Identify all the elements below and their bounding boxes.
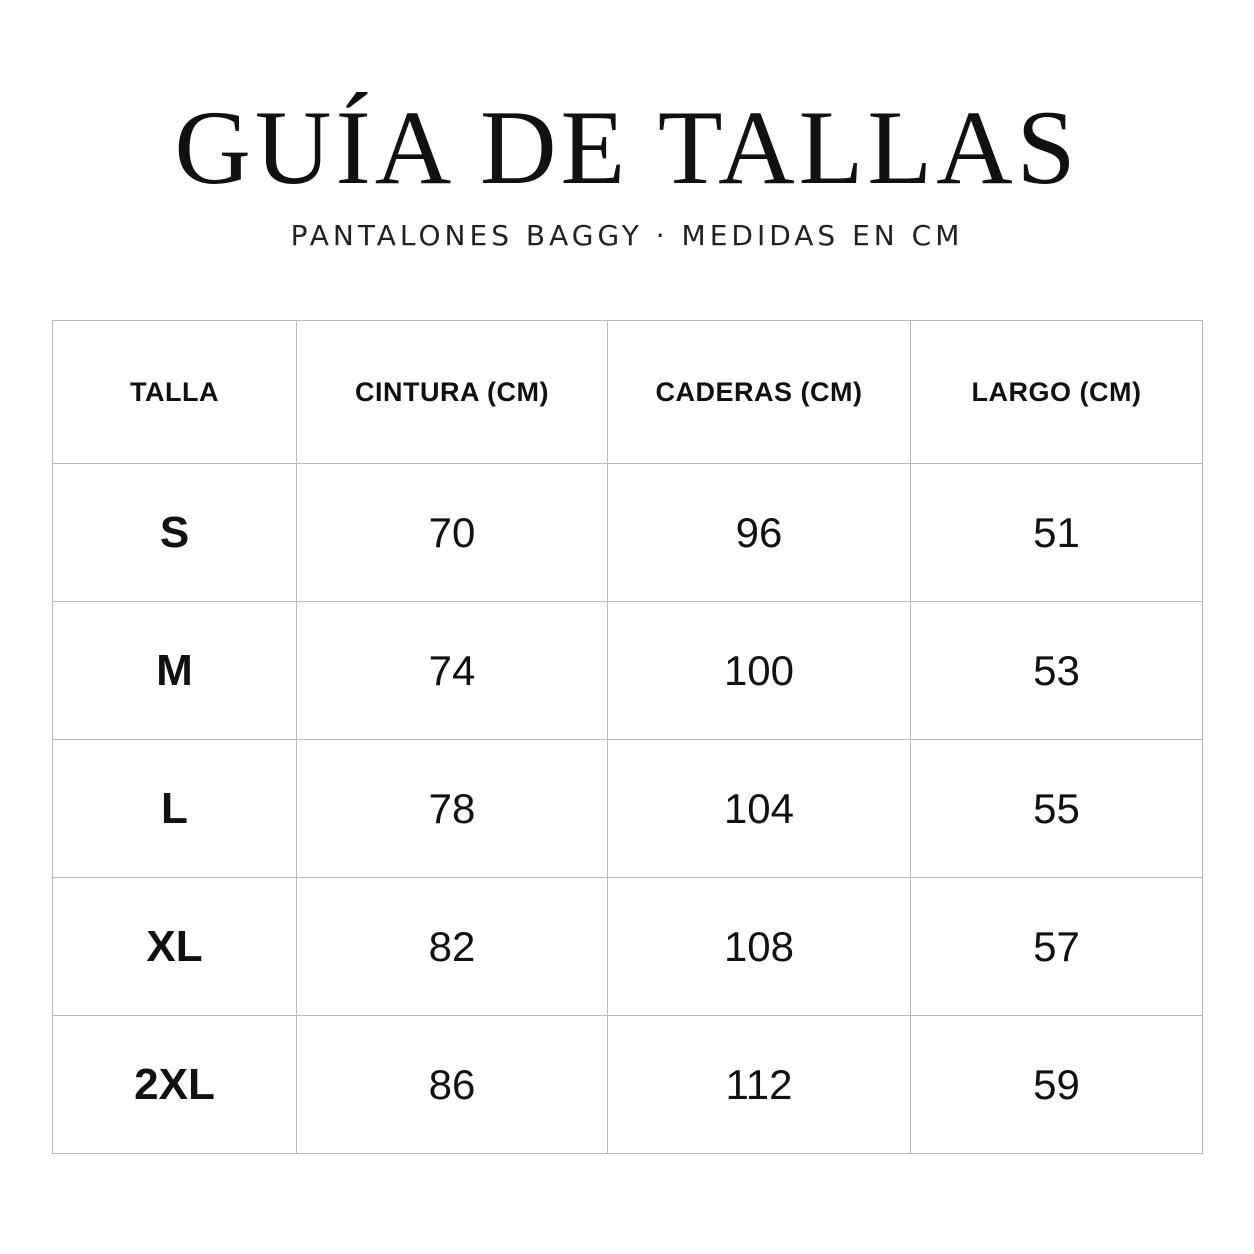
waist-cell: 86 <box>297 1016 608 1154</box>
size-guide-table <box>52 320 1203 1154</box>
size-cell: M <box>53 602 297 740</box>
waist-cell: 74 <box>297 602 608 740</box>
column-header-length: LARGO (CM) <box>911 321 1203 464</box>
hips-cell: 108 <box>608 878 911 1016</box>
waist-cell: 70 <box>297 464 608 602</box>
length-cell: 53 <box>911 602 1203 740</box>
size-cell: L <box>53 740 297 878</box>
hips-cell: 100 <box>608 602 911 740</box>
waist-cell: 82 <box>297 878 608 1016</box>
length-cell: 57 <box>911 878 1203 1016</box>
page-subtitle: PANTALONES BAGGY · MEDIDAS EN CM <box>290 219 964 252</box>
size-cell: S <box>53 464 297 602</box>
table-row <box>53 740 1203 878</box>
length-cell: 55 <box>911 740 1203 878</box>
table-header-row <box>53 321 1203 464</box>
hips-cell: 96 <box>608 464 911 602</box>
column-header-size: TALLA <box>53 321 297 464</box>
column-header-hips: CADERAS (CM) <box>608 321 911 464</box>
waist-cell: 78 <box>297 740 608 878</box>
length-cell: 51 <box>911 464 1203 602</box>
table-row <box>53 1016 1203 1154</box>
table-row <box>53 878 1203 1016</box>
table-row <box>53 464 1203 602</box>
hips-cell: 112 <box>608 1016 911 1154</box>
size-cell: XL <box>53 878 297 1016</box>
length-cell: 59 <box>911 1016 1203 1154</box>
table-row <box>53 602 1203 740</box>
column-header-waist: CINTURA (CM) <box>297 321 608 464</box>
size-cell: 2XL <box>53 1016 297 1154</box>
hips-cell: 104 <box>608 740 911 878</box>
page-title: GUÍA DE TALLAS <box>174 89 1080 206</box>
